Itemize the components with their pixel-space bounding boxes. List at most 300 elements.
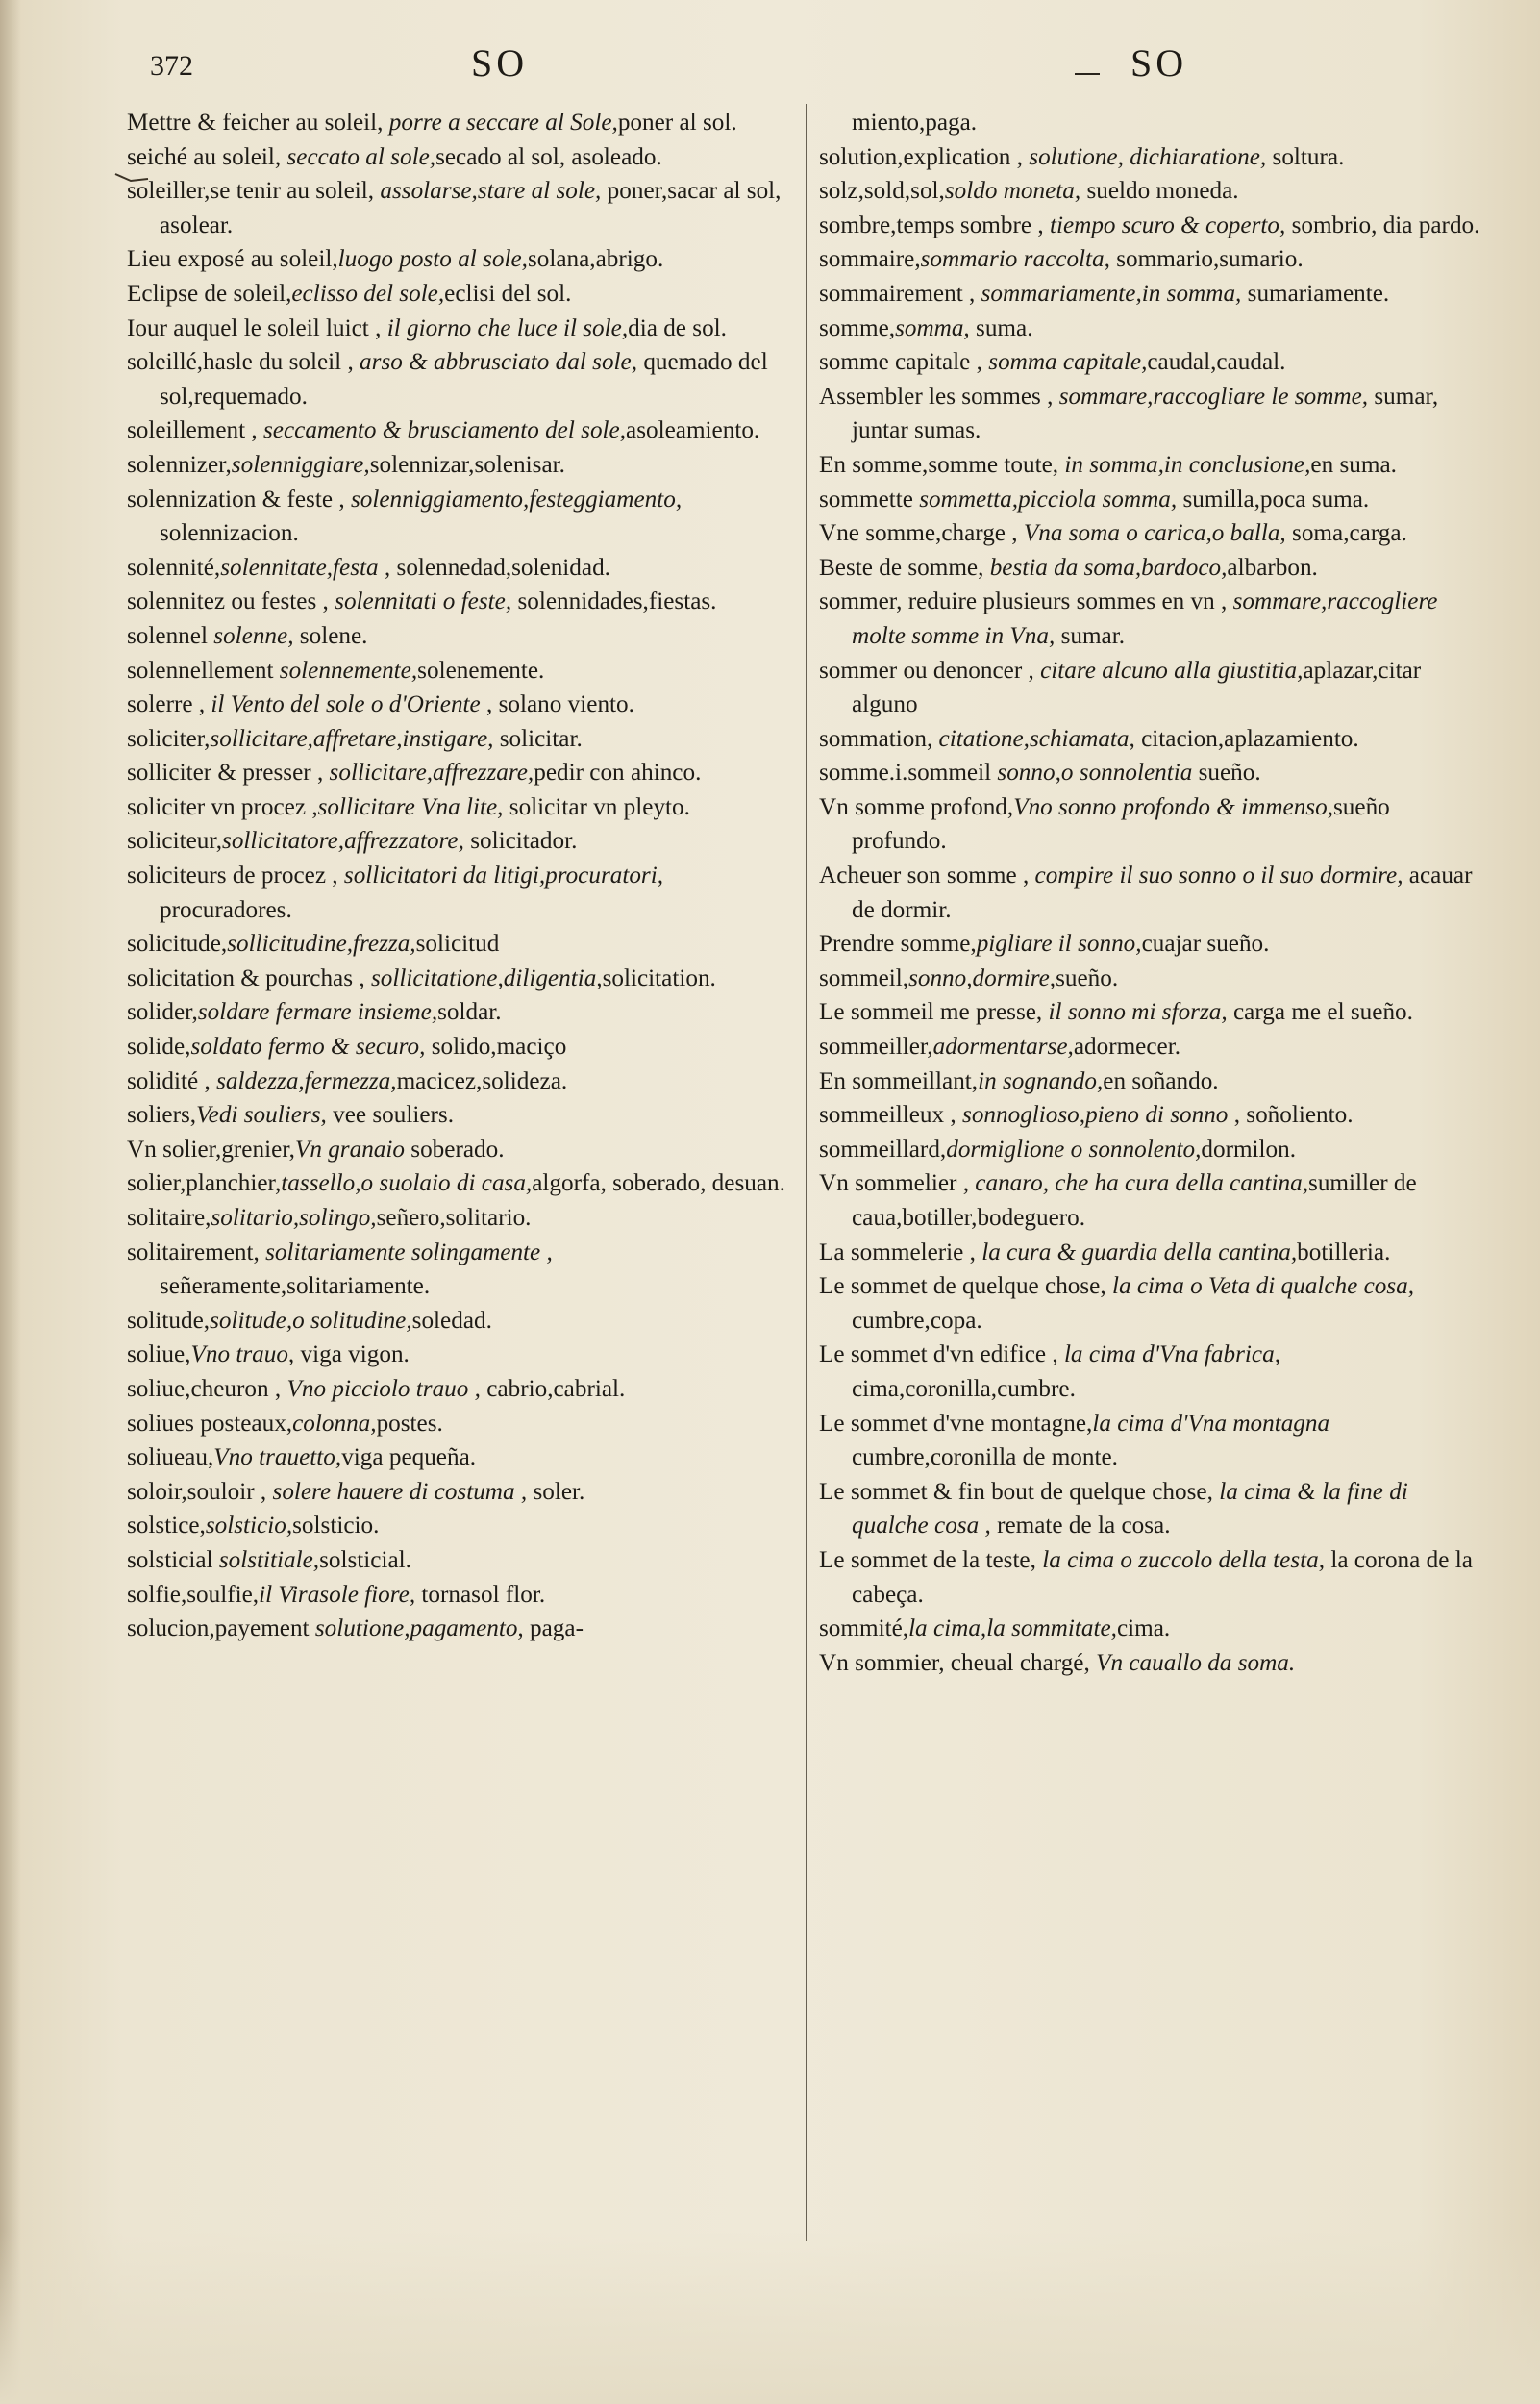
entry-spanish: procuradores. [160, 863, 670, 923]
entry-headword: miento,paga. [852, 110, 978, 136]
entry-headword: sommeilleux , [819, 1102, 963, 1129]
entry-italian: sollicitare Vna lite, [317, 793, 504, 820]
entry-spanish: solsticial. [319, 1546, 411, 1573]
entry-headword: Vn sommier, cheual chargé, [819, 1649, 1097, 1676]
entry-italian: soldo moneta, [944, 178, 1081, 205]
entry-headword: solennitez ou festes , [127, 588, 335, 615]
running-head-left: SO [471, 41, 529, 85]
entry-italian: la cima d'Vna montagna [1092, 1410, 1330, 1437]
entry-italian: la cura & guardia della cantina, [981, 1239, 1298, 1265]
entry-italian: sollicitare,affretare,instigare, [210, 725, 494, 752]
dictionary-entry [819, 1612, 1482, 1646]
entry-italian: pigliare il sonno, [976, 931, 1142, 958]
entry-headword: solennellement [127, 657, 280, 684]
entry-italian: canaro, che ha cura della cantina, [975, 1170, 1309, 1197]
dictionary-entry [819, 1133, 1482, 1167]
dictionary-entry [127, 962, 800, 996]
entry-headword: solucion,payement [127, 1615, 315, 1642]
entry-spanish: sumar, juntar sumas. [852, 383, 1445, 444]
entry-headword: Acheuer son somme , [819, 863, 1035, 889]
entry-italian: sollicitare,affrezzare, [329, 760, 534, 787]
entry-spanish: poner al sol. [617, 110, 737, 136]
dictionary-entry [819, 174, 1482, 209]
entry-spanish: suma. [969, 314, 1033, 341]
entry-italian: sommetta,picciola somma, [919, 486, 1178, 513]
entry-headword: Mettre & feicher au soleil, [127, 110, 389, 136]
entry-headword: solicitude, [127, 931, 228, 958]
dictionary-entry [819, 859, 1482, 927]
entry-headword: solsticial [127, 1546, 219, 1573]
entry-italian: il Vento del sole o d'Oriente [211, 691, 481, 718]
dictionary-entry [127, 619, 800, 654]
entry-headword: sommairement , [819, 280, 981, 307]
entry-italian: citatione,schiamata, [938, 725, 1135, 752]
entry-headword: En somme,somme toute, [819, 451, 1065, 478]
entry-italian: la cima & la fine di qualche cosa , [852, 1478, 1415, 1540]
entry-spanish: sueño. [1056, 964, 1119, 991]
entry-headword: Le sommet & fin bout de quelque chose, [819, 1478, 1220, 1505]
dictionary-entry [819, 585, 1482, 653]
entry-headword: Lieu exposé au soleil, [127, 246, 338, 273]
entry-headword: sommaire, [819, 246, 921, 273]
column-left [127, 106, 800, 1646]
dictionary-entry [819, 654, 1482, 722]
entry-spanish: sombrio, dia pardo. [1285, 212, 1480, 238]
entry-italian: il giorno che luce il sole, [386, 314, 629, 341]
entry-spanish: sumariamente. [1241, 280, 1390, 307]
entry-spanish: sumar. [1055, 622, 1126, 649]
entry-spanish: solicitar. [493, 725, 583, 752]
entry-spanish: solido,maciço [425, 1034, 567, 1061]
entry-headword: soleiller,se tenir au soleil, [127, 178, 381, 205]
dictionary-entry [819, 312, 1482, 346]
dictionary-entry [819, 722, 1482, 757]
dictionary-entry [127, 824, 800, 859]
dictionary-entry [127, 1064, 800, 1099]
entry-italian: colonna, [292, 1410, 377, 1437]
entry-headword: solfie,soulfie, [127, 1581, 260, 1608]
entry-spanish: remate de la cosa. [990, 1513, 1171, 1540]
entry-headword: solidité , [127, 1067, 217, 1094]
entry-italian: solutione,pagamento, [314, 1615, 524, 1642]
entry-spanish: sumiller de caua,botiller,bodeguero. [852, 1170, 1423, 1231]
entry-italian: solenniggiare, [231, 451, 370, 478]
entry-spanish: soledad. [411, 1307, 492, 1334]
entry-spanish: albarbon. [1227, 554, 1318, 581]
entry-italian: solennitati o feste, [335, 588, 512, 615]
entry-spanish: , solano viento. [480, 691, 634, 718]
entry-italian: somma, [895, 314, 970, 341]
entry-italian: solere hauere di costuma , [272, 1478, 528, 1505]
entry-headword: Iour auquel le soleil luict , [127, 314, 387, 341]
dictionary-entry [127, 1509, 800, 1543]
entry-spanish: soberado. [404, 1136, 505, 1163]
dictionary-entry [819, 106, 1482, 140]
entry-italian: solitariamente solingamente , [265, 1239, 553, 1265]
entry-italian: sommare,raccogliare le somme, [1058, 383, 1369, 410]
entry-italian: eclisso del sole, [291, 280, 445, 307]
entry-spanish: soltura. [1266, 143, 1345, 170]
entry-headword: solide, [127, 1034, 191, 1061]
entry-spanish: vee souliers. [326, 1102, 454, 1129]
dictionary-entry [819, 516, 1482, 551]
dictionary-entry [819, 1269, 1482, 1338]
entry-headword: Le sommet d'vn edifice , [819, 1341, 1064, 1368]
entry-italian: sommare,raccogliere molte somme in Vna, [852, 588, 1444, 649]
entry-italian: solennitate,festa , [220, 554, 391, 581]
entry-headword: Assembler les sommes , [819, 383, 1059, 410]
entry-spanish: sueldo moneda. [1080, 178, 1239, 205]
page-edge-shadow [0, 0, 21, 2404]
entry-italian: adormentarse, [932, 1034, 1074, 1061]
entry-italian: tassello,o suolaio di casa, [281, 1170, 533, 1197]
dictionary-entry [127, 1475, 800, 1510]
entry-italian: assolarse,stare al sole, [380, 178, 602, 205]
dictionary-entry [819, 242, 1482, 277]
entry-headword: soliue, [127, 1341, 191, 1368]
entry-headword: Beste de somme, [819, 554, 990, 581]
entry-italian: la cima o zuccolo della testa, [1042, 1546, 1326, 1573]
dictionary-entry [127, 413, 800, 448]
dictionary-entry [127, 1098, 800, 1133]
entry-spanish: solicitud [415, 931, 500, 958]
entry-headword: Vn sommelier , [819, 1170, 976, 1197]
entry-headword: sommer ou denoncer , [819, 657, 1041, 684]
entry-spanish: solicitation. [602, 964, 716, 991]
dictionary-entry [127, 654, 800, 689]
dictionary-entry [819, 1236, 1482, 1270]
entry-italian: arso & abbrusciato dal sole, [360, 349, 638, 376]
entry-spanish: citacion,aplazamiento. [1134, 725, 1359, 752]
entry-headword: solerre , [127, 691, 211, 718]
entry-spanish: algorfa, soberado, desuan. [532, 1170, 785, 1197]
dictionary-entry [819, 1543, 1482, 1612]
entry-spanish: señeramente,solitariamente. [160, 1239, 559, 1300]
entry-headword: soliueau, [127, 1444, 214, 1471]
entry-headword: solennel [127, 622, 214, 649]
entry-italian: somma capitale, [988, 349, 1148, 376]
entry-italian: sollicitatione,diligentia, [370, 964, 603, 991]
dictionary-entry [819, 140, 1482, 175]
dictionary-entry [127, 483, 800, 551]
entry-headword: Le sommet de la teste, [819, 1546, 1043, 1573]
entry-spanish: solene. [293, 622, 368, 649]
entry-spanish: sueño profundo. [852, 793, 1397, 855]
entry-spanish: cumbre,copa. [852, 1273, 1421, 1334]
entry-spanish: secado al sol, asoleado. [435, 143, 662, 170]
entry-spanish: sueño. [1192, 760, 1261, 787]
dictionary-entry [819, 927, 1482, 962]
dictionary-entry [127, 756, 800, 790]
entry-headword: sombre,temps sombre , [819, 212, 1050, 238]
entry-headword: Vn solier,grenier, [127, 1136, 295, 1163]
dictionary-entry [819, 1646, 1482, 1681]
entry-italian: sollicitatore,affrezzatore, [222, 828, 464, 855]
entry-spanish: poner,sacar al sol, asolear. [160, 178, 787, 238]
dictionary-entry [127, 790, 800, 825]
entry-headword: solitairement, [127, 1239, 266, 1265]
entry-headword: sommeiller, [819, 1034, 933, 1061]
entry-italian: saldezza,fermezza, [216, 1067, 397, 1094]
entry-headword: somme, [819, 314, 896, 341]
entry-spanish: cima. [1116, 1615, 1171, 1642]
entry-headword: Vne somme,charge , [819, 520, 1024, 547]
entry-headword: Eclipse de soleil, [127, 280, 292, 307]
entry-headword: soliciter vn procez , [127, 793, 318, 820]
dictionary-entry [819, 448, 1482, 483]
entry-headword: soleillé,hasle du soleil , [127, 349, 360, 376]
entry-spanish: dia de sol. [628, 314, 727, 341]
entry-spanish: aplazar,citar alguno [852, 657, 1428, 718]
entry-italian: Vna soma o carica,o balla, [1023, 520, 1286, 547]
dictionary-entry [127, 106, 800, 140]
entry-spanish: solicitar vn pleyto. [503, 793, 690, 820]
entry-spanish: la corona de la cabeça. [852, 1546, 1479, 1608]
entry-headword: somme capitale , [819, 349, 989, 376]
entry-headword: Le sommeil me presse, [819, 999, 1049, 1026]
entry-spanish: eclisi del sol. [444, 280, 572, 307]
dictionary-entry [127, 688, 800, 722]
entry-spanish: cabrio,cabrial. [480, 1375, 626, 1402]
entry-spanish: solennidades,fiestas. [511, 588, 717, 615]
dictionary-entry [127, 1304, 800, 1339]
entry-headword: soleillement , [127, 417, 263, 444]
entry-headword: solennization & feste , [127, 486, 351, 513]
entry-italian: soldare fermare insieme, [197, 999, 438, 1026]
entry-italian: luogo posto al sole, [337, 246, 528, 273]
entry-headword: sommation, [819, 725, 939, 752]
dictionary-entry [819, 962, 1482, 996]
entry-spanish: quemado del sol,requemado. [160, 349, 775, 410]
dictionary-entry [127, 859, 800, 927]
entry-headword: solstice, [127, 1513, 206, 1540]
header-dash [1075, 73, 1100, 75]
dictionary-entry [127, 345, 800, 413]
dictionary-entry [127, 585, 800, 619]
entry-headword: soliciteur, [127, 828, 223, 855]
dictionary-entry [127, 1578, 800, 1613]
entry-italian: citare alcuno alla giustitia, [1040, 657, 1304, 684]
entry-italian: solitude,o solitudine, [210, 1307, 412, 1334]
entry-italian: solenniggiamento,festeggiamento, [350, 486, 683, 513]
entry-italian: seccamento & brusciamento del sole, [263, 417, 627, 444]
entry-italian: il Virasole fiore, [259, 1581, 416, 1608]
entry-headword: Vn somme profond, [819, 793, 1014, 820]
entry-headword: soliue,cheuron , [127, 1375, 287, 1402]
entry-italian: Vn granaio [294, 1136, 405, 1163]
dictionary-entry [127, 1166, 800, 1201]
entry-headword: soliues posteaux, [127, 1410, 293, 1437]
entry-spanish: soldar. [437, 999, 502, 1026]
dictionary-entry [819, 1475, 1482, 1543]
entry-headword: soliers, [127, 1102, 197, 1129]
dictionary-entry [127, 174, 800, 242]
entry-italian: la cima o Veta di qualche cosa, [1111, 1273, 1415, 1300]
entry-spanish: acauar de dormir. [852, 863, 1478, 923]
entry-spanish: en soñando. [1103, 1067, 1219, 1094]
dictionary-entry [819, 483, 1482, 517]
dictionary-entry [127, 995, 800, 1030]
entry-headword: somme.i.sommeil [819, 760, 998, 787]
entry-italian: solitario,solingo, [211, 1205, 377, 1231]
entry-italian: solennemente, [279, 657, 418, 684]
entry-italian: Vno trauo, [190, 1341, 295, 1368]
entry-spanish: caudal,caudal. [1147, 349, 1286, 376]
entry-italian: solenne, [213, 622, 294, 649]
entry-spanish: solennizacion. [160, 486, 688, 547]
entry-headword: soloir,souloir , [127, 1478, 273, 1505]
entry-spanish: asoleamiento. [626, 417, 760, 444]
running-head-right: SO [1130, 41, 1188, 85]
entry-italian: sollicitudine,frezza, [227, 931, 416, 958]
dictionary-entry [819, 1338, 1482, 1406]
entry-italian: Vno sonno profondo & immenso, [1013, 793, 1333, 820]
dictionary-entry [819, 551, 1482, 586]
entry-spanish: cima,coronilla,cumbre. [852, 1341, 1287, 1402]
entry-spanish: soler. [527, 1478, 585, 1505]
dictionary-entry [127, 1372, 800, 1407]
dictionary-entry [819, 756, 1482, 790]
entry-italian: Vno trauetto, [213, 1444, 342, 1471]
column-divider [806, 104, 807, 2241]
dictionary-entry [127, 1612, 800, 1646]
dictionary-entry [127, 1030, 800, 1064]
dictionary-entry [127, 312, 800, 346]
entry-italian: sonnoglioso,pieno di sonno [962, 1102, 1229, 1129]
page-number: 372 [150, 50, 193, 82]
entry-spanish: cumbre,coronilla de monte. [852, 1410, 1336, 1471]
entry-spanish: sumilla,poca suma. [1177, 486, 1370, 513]
entry-italian: sollicitatori da litigi,procuratori, [343, 863, 664, 889]
dictionary-entry [127, 722, 800, 757]
entry-italian: in somma,in conclusione, [1064, 451, 1311, 478]
entry-headword: soliciter, [127, 725, 211, 752]
dictionary-entry [819, 345, 1482, 380]
entry-italian: Vno picciolo trauo , [286, 1375, 481, 1402]
dictionary-entry [127, 927, 800, 962]
entry-spanish: cuajar sueño. [1141, 931, 1270, 958]
dictionary-entry [819, 1166, 1482, 1235]
entry-headword: solitude, [127, 1307, 211, 1334]
entry-italian: sonno,o sonnolentia [997, 760, 1193, 787]
dictionary-entry [819, 277, 1482, 312]
entry-italian: il sonno mi sforza, [1048, 999, 1228, 1026]
entry-spanish: tornasol flor. [415, 1581, 546, 1608]
entry-spanish: carga me el sueño. [1227, 999, 1413, 1026]
entry-italian: solstitiale, [218, 1546, 320, 1573]
entry-spanish: sommario,sumario. [1109, 246, 1304, 273]
entry-headword: La sommelerie , [819, 1239, 982, 1265]
entry-spanish: macicez,solideza. [396, 1067, 568, 1094]
entry-headword: solliciter & presser , [127, 760, 330, 787]
entry-headword: sommer, reduire plusieurs sommes en vn , [819, 588, 1233, 615]
entry-headword: solennité, [127, 554, 221, 581]
entry-spanish: solicitador. [463, 828, 578, 855]
column-right [819, 106, 1482, 1680]
dictionary-entry [127, 277, 800, 312]
entry-headword: solier,planchier, [127, 1170, 282, 1197]
entry-spanish: viga vigon. [294, 1341, 410, 1368]
dictionary-entry [127, 448, 800, 483]
dictionary-entry [127, 1338, 800, 1372]
entry-spanish: solennizar,solenisar. [369, 451, 565, 478]
entry-italian: in sognando, [978, 1067, 1104, 1094]
entry-spanish: postes. [376, 1410, 443, 1437]
entry-headword: soliciteurs de procez , [127, 863, 344, 889]
entry-spanish: solana,abrigo. [527, 246, 664, 273]
entry-spanish: dormilon. [1201, 1136, 1297, 1163]
entry-spanish: solenemente. [417, 657, 545, 684]
entry-italian: la cima d'Vna fabrica, [1063, 1341, 1280, 1368]
dictionary-entry [127, 1133, 800, 1167]
entry-italian: porre a seccare al Sole, [388, 110, 618, 136]
entry-italian: Vn cauallo da soma. [1096, 1649, 1296, 1676]
entry-spanish: soma,carga. [1285, 520, 1407, 547]
entry-spanish: adormecer. [1073, 1034, 1181, 1061]
entry-spanish: botilleria. [1297, 1239, 1391, 1265]
dictionary-entry [127, 551, 800, 586]
entry-spanish: solsticio. [292, 1513, 380, 1540]
dictionary-entry [819, 1098, 1482, 1133]
entry-italian: sommariamente,in somma, [981, 280, 1242, 307]
entry-headword: solider, [127, 999, 198, 1026]
page-bottom [0, 2231, 1540, 2404]
dictionary-entry [819, 380, 1482, 448]
entry-italian: solutione, dichiaratione, [1029, 143, 1267, 170]
entry-headword: solitaire, [127, 1205, 211, 1231]
dictionary-entry [819, 790, 1482, 859]
entry-italian: soldato fermo & securo, [190, 1034, 426, 1061]
dictionary-entry [127, 1407, 800, 1441]
entry-spanish: señero,solitario. [376, 1205, 532, 1231]
dictionary-entry [127, 1236, 800, 1304]
entry-headword: sommette [819, 486, 920, 513]
entry-headword: En sommeillant, [819, 1067, 979, 1094]
entry-spanish: , soñoliento. [1228, 1102, 1354, 1129]
entry-headword: solution,explication , [819, 143, 1030, 170]
dictionary-entry [819, 1064, 1482, 1099]
entry-headword: solennizer, [127, 451, 232, 478]
dictionary-entry [127, 1201, 800, 1236]
dictionary-entry [127, 242, 800, 277]
dictionary-entry [819, 1407, 1482, 1475]
dictionary-entry [127, 140, 800, 175]
entry-spanish: paga- [523, 1615, 584, 1642]
entry-italian: sommario raccolta, [920, 246, 1110, 273]
entry-italian: tiempo scuro & coperto, [1049, 212, 1286, 238]
dictionary-entry [819, 209, 1482, 243]
entry-italian: compire il suo sonno o il suo dormire, [1034, 863, 1403, 889]
entry-italian: bestia da soma,bardoco, [989, 554, 1228, 581]
entry-headword: Le sommet d'vne montagne, [819, 1410, 1093, 1437]
entry-spanish: viga pequeña. [341, 1444, 477, 1471]
entry-headword: sommeil, [819, 964, 909, 991]
entry-spanish: en suma. [1310, 451, 1397, 478]
dictionary-entry [127, 1440, 800, 1475]
entry-italian: la cima,la sommitate, [908, 1615, 1117, 1642]
entry-spanish: solennedad,solenidad. [390, 554, 610, 581]
entry-italian: solsticio, [205, 1513, 293, 1540]
entry-headword: Le sommet de quelque chose, [819, 1273, 1112, 1300]
entry-headword: solz,sold,sol, [819, 178, 945, 205]
entry-headword: sommeillard, [819, 1136, 947, 1163]
entry-headword: sommité, [819, 1615, 909, 1642]
entry-italian: sonno,dormire, [908, 964, 1056, 991]
entry-headword: seiché au soleil, [127, 143, 287, 170]
dictionary-entry [127, 1543, 800, 1578]
entry-headword: solicitation & pourchas , [127, 964, 371, 991]
entry-italian: seccato al sole, [286, 143, 436, 170]
